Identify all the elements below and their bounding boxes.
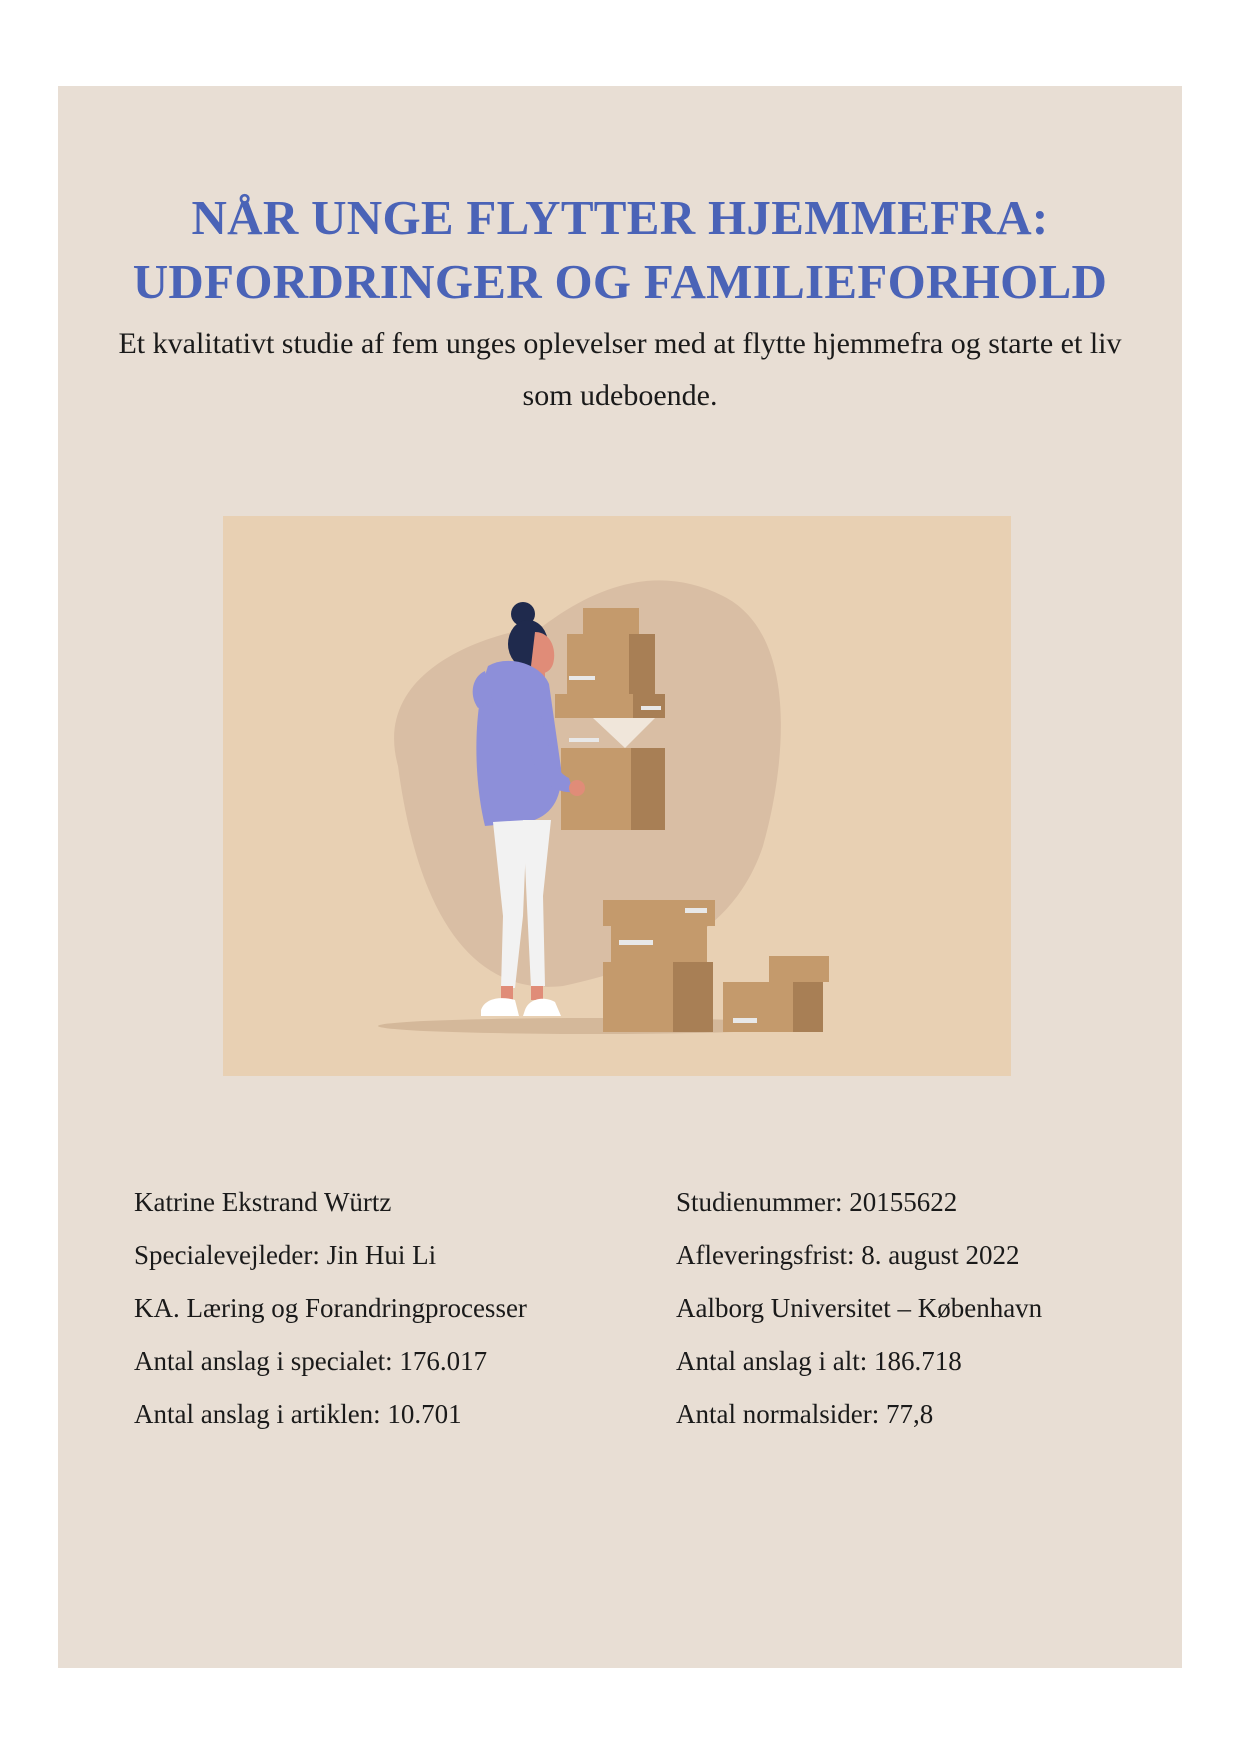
cover-page (58, 86, 1182, 1668)
normal-pages: Antal normalsider: 77,8 (676, 1399, 934, 1429)
cover-subtitle: Et kvalitativt studie af fem unges oplevelser med at flytte hjemmefra og starte et liv som udeboende. (118, 327, 1122, 412)
student-number: Studienummer: 20155622 (676, 1187, 958, 1217)
cover-title (58, 186, 1182, 314)
author-name: Katrine Ekstrand Würtz (134, 1187, 392, 1217)
university: Aalborg Universitet – København (676, 1293, 1043, 1323)
person-carrying-boxes-illustration (223, 516, 1011, 1076)
deadline: Afleveringsfrist: 8. august 2022 (676, 1240, 1020, 1270)
info-right-column (676, 1176, 1042, 1441)
char-count-total: Antal anslag i alt: 186.718 (676, 1346, 962, 1376)
program: KA. Læring og Forandringprocesser (134, 1293, 527, 1323)
supervisor: Specialevejleder: Jin Hui Li (134, 1240, 437, 1270)
title-line-1: NÅR UNGE FLYTTER HJEMMEFRA: (191, 190, 1049, 245)
char-count-thesis: Antal anslag i specialet: 176.017 (134, 1346, 488, 1376)
info-left-column (134, 1176, 527, 1441)
char-count-article: Antal anslag i artiklen: 10.701 (134, 1399, 462, 1429)
title-line-2: UDFORDRINGER OG FAMILIEFORHOLD (132, 254, 1108, 309)
